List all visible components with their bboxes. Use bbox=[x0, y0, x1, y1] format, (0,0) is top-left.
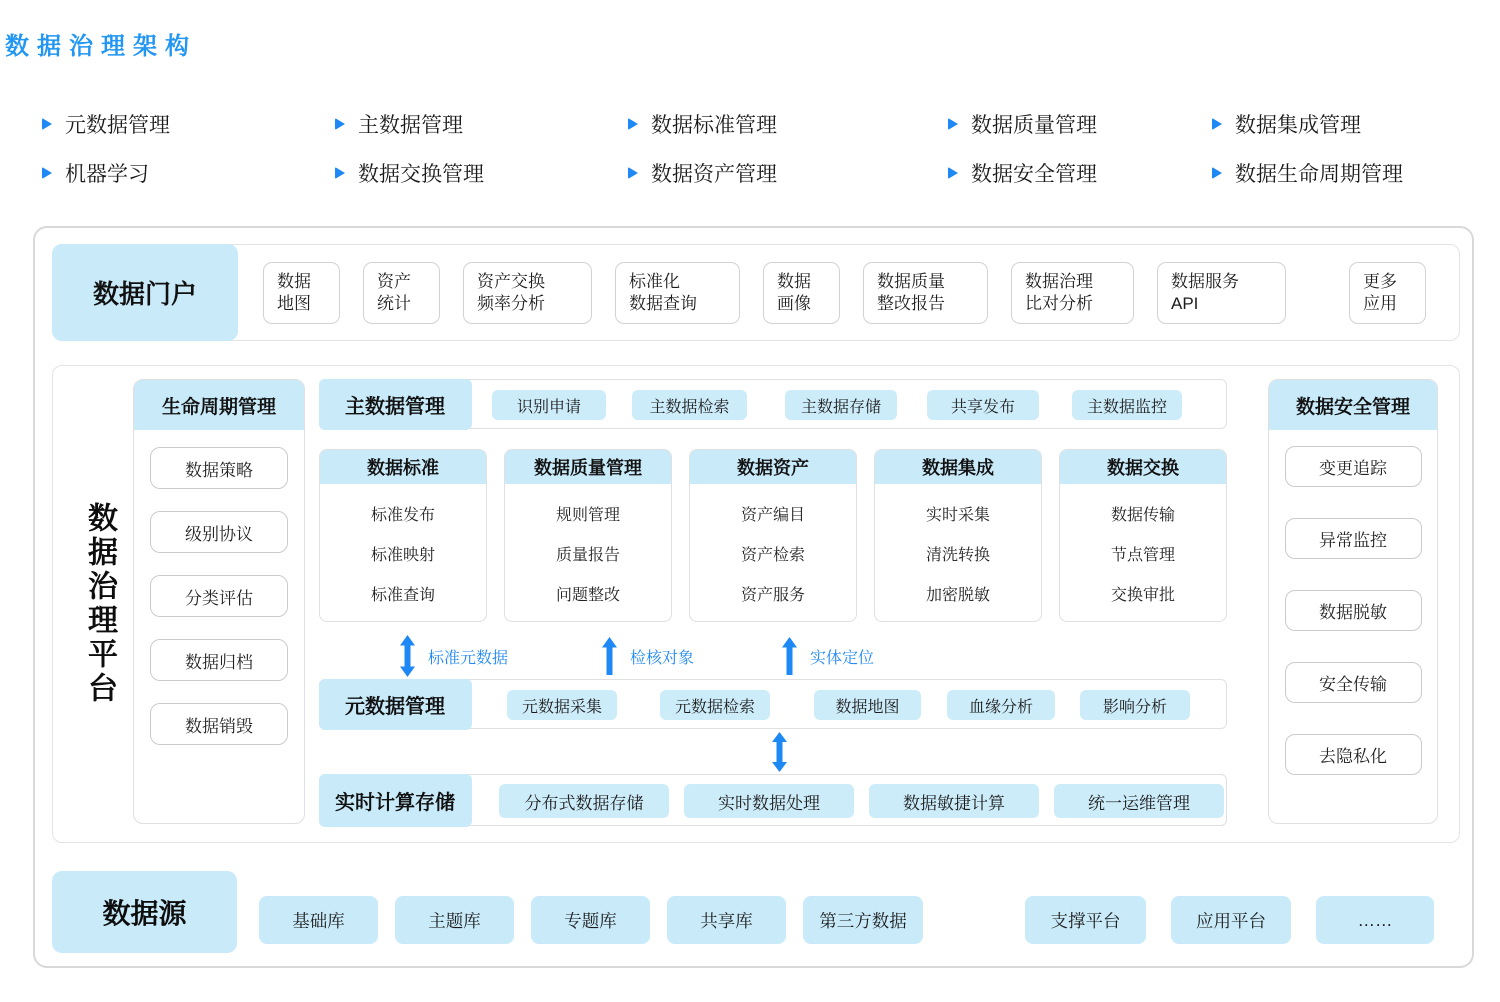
column-item: 标准映射 bbox=[370, 546, 435, 564]
metadata-chip: 元数据采集 bbox=[507, 690, 617, 720]
storage-chip: 实时数据处理 bbox=[684, 784, 854, 818]
legend-item-metadata-mgmt bbox=[42, 110, 170, 138]
column-item: 加密脱敏 bbox=[925, 586, 990, 604]
up-arrow-icon bbox=[781, 637, 798, 675]
storage-chip: 数据敏捷计算 bbox=[869, 784, 1039, 818]
column-item: 实时采集 bbox=[925, 506, 990, 524]
triangle-bullet-icon bbox=[42, 118, 52, 130]
triangle-bullet-icon bbox=[335, 118, 345, 130]
legend-label: 数据资产管理 bbox=[651, 163, 777, 186]
app-line: 整改报告 bbox=[877, 293, 945, 313]
flow-label: 标准元数据 bbox=[428, 649, 509, 667]
source-chip: 基础库 bbox=[259, 896, 378, 944]
app-line: API bbox=[1171, 293, 1199, 313]
lifecycle-item: 数据归档 bbox=[150, 639, 288, 681]
column-item: 数据传输 bbox=[1110, 506, 1175, 524]
security-item: 安全传输 bbox=[1285, 662, 1422, 703]
master-chip: 共享发布 bbox=[927, 390, 1039, 420]
master-data-row bbox=[319, 379, 1227, 429]
app-box-standard-query bbox=[615, 262, 740, 324]
flow-check-object bbox=[601, 633, 694, 679]
metadata-chip: 数据地图 bbox=[814, 690, 921, 720]
security-item: 去隐私化 bbox=[1285, 734, 1422, 775]
master-chip: 主数据检索 bbox=[632, 390, 747, 420]
lifecycle-column bbox=[133, 379, 305, 824]
legend-item-security-mgmt bbox=[948, 159, 1097, 187]
legend-item-standard-mgmt bbox=[628, 110, 777, 138]
flow-entity-locate bbox=[781, 633, 874, 679]
triangle-bullet-icon bbox=[628, 167, 638, 179]
security-item: 数据脱敏 bbox=[1285, 590, 1422, 631]
triangle-bullet-icon bbox=[42, 167, 52, 179]
app-box-data-map bbox=[263, 262, 340, 324]
column-item: 标准查询 bbox=[370, 586, 435, 604]
column-header: 数据资产 bbox=[690, 450, 856, 484]
flow-label: 检核对象 bbox=[630, 649, 695, 667]
app-box-data-service-api bbox=[1157, 262, 1286, 324]
master-chip: 主数据存储 bbox=[785, 390, 897, 420]
app-box-quality-report bbox=[863, 262, 988, 324]
lifecycle-items bbox=[134, 430, 304, 745]
column-header: 数据集成 bbox=[875, 450, 1041, 484]
source-chip: …… bbox=[1316, 896, 1434, 944]
app-line: 资产 bbox=[377, 271, 411, 291]
portal-header: 数据门户 bbox=[52, 244, 238, 341]
metadata-header: 元数据管理 bbox=[319, 679, 472, 730]
storage-chip: 统一运维管理 bbox=[1054, 784, 1224, 818]
source-chip: 主题库 bbox=[395, 896, 514, 944]
column-data-standard bbox=[319, 449, 487, 622]
app-line: 数据查询 bbox=[629, 293, 697, 313]
storage-chip: 分布式数据存储 bbox=[499, 784, 669, 818]
column-data-quality bbox=[504, 449, 672, 622]
architecture-container bbox=[33, 226, 1474, 968]
column-item: 问题整改 bbox=[555, 586, 620, 604]
app-line: 统计 bbox=[377, 293, 411, 313]
legend-label: 数据交换管理 bbox=[358, 163, 484, 186]
sources-group-platforms bbox=[1025, 896, 1434, 944]
triangle-bullet-icon bbox=[948, 118, 958, 130]
legend-item-integration-mgmt bbox=[1212, 110, 1361, 138]
column-data-asset bbox=[689, 449, 857, 622]
legend-item-asset-mgmt bbox=[628, 159, 777, 187]
app-line: 数据 bbox=[777, 271, 811, 291]
triangle-bullet-icon bbox=[948, 167, 958, 179]
app-line: 数据服务 bbox=[1171, 271, 1239, 291]
page-title: 数据治理架构 bbox=[5, 33, 197, 60]
portal-panel bbox=[52, 244, 1460, 341]
app-line: 数据治理 bbox=[1025, 271, 1093, 291]
master-chip: 识别申请 bbox=[492, 390, 606, 420]
app-line: 画像 bbox=[777, 293, 811, 313]
legend-label: 数据集成管理 bbox=[1235, 114, 1361, 137]
column-header: 数据质量管理 bbox=[505, 450, 671, 484]
security-item: 异常监控 bbox=[1285, 518, 1422, 559]
triangle-bullet-icon bbox=[335, 167, 345, 179]
double-arrow-icon bbox=[399, 635, 416, 677]
legend-label: 数据质量管理 bbox=[971, 114, 1097, 137]
legend-item-quality-mgmt bbox=[948, 110, 1097, 138]
app-box-governance-compare bbox=[1011, 262, 1134, 324]
app-box-data-profile bbox=[763, 262, 840, 324]
app-box-asset-stats bbox=[363, 262, 440, 324]
lifecycle-item: 分类评估 bbox=[150, 575, 288, 617]
column-item: 清洗转换 bbox=[925, 546, 990, 564]
app-line: 数据 bbox=[277, 271, 311, 291]
column-item: 标准发布 bbox=[370, 506, 435, 524]
legend-item-lifecycle-mgmt bbox=[1212, 159, 1403, 187]
column-item: 规则管理 bbox=[555, 506, 620, 524]
sources-group-databases bbox=[259, 896, 923, 944]
master-chip: 主数据监控 bbox=[1072, 390, 1182, 420]
legend-label: 机器学习 bbox=[65, 163, 149, 186]
platform-panel bbox=[52, 365, 1460, 843]
security-item: 变更追踪 bbox=[1285, 446, 1422, 487]
platform-label: 数据治理平台 bbox=[83, 502, 116, 706]
function-columns bbox=[319, 449, 1227, 622]
column-item: 节点管理 bbox=[1110, 546, 1175, 564]
column-item: 质量报告 bbox=[555, 546, 620, 564]
source-chip: 第三方数据 bbox=[803, 896, 923, 944]
column-data-integration bbox=[874, 449, 1042, 622]
portal-apps bbox=[263, 245, 1426, 340]
column-data-exchange bbox=[1059, 449, 1227, 622]
flow-label: 实体定位 bbox=[810, 649, 875, 667]
app-line: 频率分析 bbox=[477, 293, 545, 313]
up-arrow-icon bbox=[601, 637, 618, 675]
triangle-bullet-icon bbox=[628, 118, 638, 130]
column-item: 资产服务 bbox=[740, 586, 805, 604]
app-line: 比对分析 bbox=[1025, 293, 1093, 313]
legend-label: 元数据管理 bbox=[65, 114, 170, 137]
legend-item-exchange-mgmt bbox=[335, 159, 484, 187]
metadata-chip: 影响分析 bbox=[1080, 690, 1190, 720]
security-items bbox=[1269, 430, 1437, 775]
lifecycle-header: 生命周期管理 bbox=[134, 380, 304, 430]
storage-row bbox=[319, 774, 1227, 826]
app-line: 资产交换 bbox=[477, 271, 545, 291]
legend-label: 数据安全管理 bbox=[971, 163, 1097, 186]
source-chip: 应用平台 bbox=[1171, 896, 1291, 944]
metadata-row bbox=[319, 679, 1227, 729]
legend-item-machine-learning bbox=[42, 159, 149, 187]
security-header: 数据安全管理 bbox=[1269, 380, 1437, 430]
sources-header: 数据源 bbox=[52, 871, 237, 953]
security-column bbox=[1268, 379, 1438, 824]
source-chip: 专题库 bbox=[531, 896, 650, 944]
column-item: 交换审批 bbox=[1110, 586, 1175, 604]
app-line: 数据质量 bbox=[877, 271, 945, 291]
lifecycle-item: 数据策略 bbox=[150, 447, 288, 489]
master-data-header: 主数据管理 bbox=[319, 379, 472, 430]
legend-label: 数据标准管理 bbox=[651, 114, 777, 137]
app-box-more-apps bbox=[1349, 262, 1426, 324]
lifecycle-item: 级别协议 bbox=[150, 511, 288, 553]
app-line: 标准化 bbox=[629, 271, 680, 291]
source-chip: 共享库 bbox=[667, 896, 786, 944]
lifecycle-item: 数据销毁 bbox=[150, 703, 288, 745]
triangle-bullet-icon bbox=[1212, 118, 1222, 130]
column-header: 数据交换 bbox=[1060, 450, 1226, 484]
column-item: 资产检索 bbox=[740, 546, 805, 564]
triangle-bullet-icon bbox=[1212, 167, 1222, 179]
legend-label: 数据生命周期管理 bbox=[1235, 163, 1403, 186]
double-arrow-icon bbox=[771, 732, 788, 772]
metadata-chip: 元数据检索 bbox=[660, 690, 770, 720]
app-line: 更多 bbox=[1363, 271, 1397, 291]
metadata-chip: 血缘分析 bbox=[947, 690, 1055, 720]
storage-header: 实时计算存储 bbox=[319, 774, 472, 827]
app-line: 应用 bbox=[1363, 293, 1397, 313]
app-line: 地图 bbox=[277, 293, 311, 313]
legend-item-masterdata-mgmt bbox=[335, 110, 463, 138]
legend-label: 主数据管理 bbox=[358, 114, 463, 137]
source-chip: 支撑平台 bbox=[1025, 896, 1146, 944]
column-item: 资产编目 bbox=[740, 506, 805, 524]
app-box-exchange-frequency bbox=[463, 262, 592, 324]
column-header: 数据标准 bbox=[320, 450, 486, 484]
flow-standard-metadata bbox=[399, 633, 508, 679]
